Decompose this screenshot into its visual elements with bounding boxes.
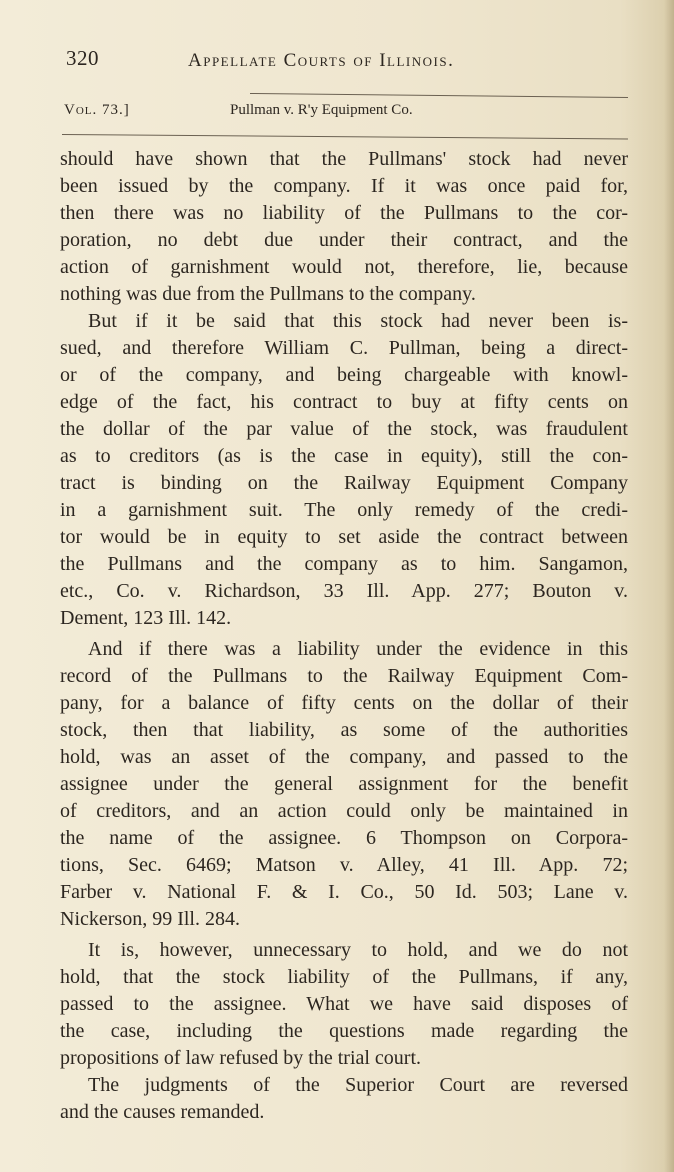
- paragraph-first-line: The judgments of the Superior Court are reversed: [88, 1074, 628, 1096]
- text-line: Dement, 123 Ill. 142.: [60, 607, 232, 629]
- text-line: pany, for a balance of fifty cents on the dollar of their: [60, 692, 628, 714]
- case-subheader: [64, 102, 624, 124]
- text-line: been issued by the company. If it was once paid for,: [60, 175, 628, 197]
- text-line: passed to the assignee. What we have said disposes of: [60, 993, 628, 1015]
- text-line: poration, no debt due under their contract, and the: [60, 229, 628, 251]
- header-rule-top: [250, 93, 628, 98]
- text-line: hold, that the stock liability of the Pullmans, if any,: [60, 966, 628, 988]
- text-line: sued, and therefore William C. Pullman, being a direct-: [60, 337, 628, 359]
- text-line: tor would be in equity to set aside the contract between: [60, 526, 628, 548]
- paragraph-first-line: It is, however, unnecessary to hold, and we do not: [88, 939, 628, 961]
- text-line: propositions of law refused by the trial court.: [60, 1047, 422, 1069]
- text-line: the Pullmans and the company as to him. Sangamon,: [60, 553, 628, 575]
- text-line: action of garnishment would not, therefore, lie, because: [60, 256, 628, 278]
- text-line: nothing was due from the Pullmans to the company.: [60, 283, 476, 305]
- text-line: should have shown that the Pullmans' stock had never: [60, 148, 628, 170]
- running-title: Appellate Courts of Illinois.: [188, 50, 455, 71]
- paragraph-first-line: But if it be said that this stock had never been is-: [88, 310, 628, 332]
- text-line: record of the Pullmans to the Railway Equipment Com-: [60, 665, 628, 687]
- text-line: edge of the fact, his contract to buy at fifty cents on: [60, 391, 628, 413]
- text-line: the case, including the questions made regarding the: [60, 1020, 628, 1042]
- text-line: stock, then that liability, as some of the authorities: [60, 719, 628, 741]
- text-line: the dollar of the par value of the stock, was fraudulent: [60, 418, 628, 440]
- page-edge-shadow: [664, 0, 674, 1172]
- text-line: then there was no liability of the Pullmans to the cor-: [60, 202, 628, 224]
- text-line: hold, was an asset of the company, and passed to the: [60, 746, 628, 768]
- text-line: Farber v. National F. & I. Co., 50 Id. 503; Lane v.: [60, 881, 628, 903]
- case-title: Pullman v. R'y Equipment Co.: [230, 102, 413, 118]
- header-rule-bottom: [62, 134, 628, 139]
- text-line: etc., Co. v. Richardson, 33 Ill. App. 277; Bouton v.: [60, 580, 628, 602]
- text-line: in a garnishment suit. The only remedy of the credi-: [60, 499, 628, 521]
- text-line: and the causes remanded.: [60, 1101, 265, 1123]
- paragraph-first-line: And if there was a liability under the evidence in this: [88, 638, 628, 660]
- text-line: or of the company, and being chargeable with knowl-: [60, 364, 628, 386]
- text-line: of creditors, and an action could only be maintained in: [60, 800, 628, 822]
- page-header: [66, 46, 626, 80]
- text-line: Nickerson, 99 Ill. 284.: [60, 908, 240, 930]
- text-line: as to creditors (as is the case in equity), still the con-: [60, 445, 628, 467]
- text-line: tions, Sec. 6469; Matson v. Alley, 41 Ill. App. 72;: [60, 854, 628, 876]
- volume-label: Vol. 73.]: [64, 102, 130, 118]
- text-line: assignee under the general assignment for the benefit: [60, 773, 628, 795]
- text-line: tract is binding on the Railway Equipment Company: [60, 472, 628, 494]
- text-line: the name of the assignee. 6 Thompson on Corpora-: [60, 827, 628, 849]
- page-number: 320: [66, 46, 99, 70]
